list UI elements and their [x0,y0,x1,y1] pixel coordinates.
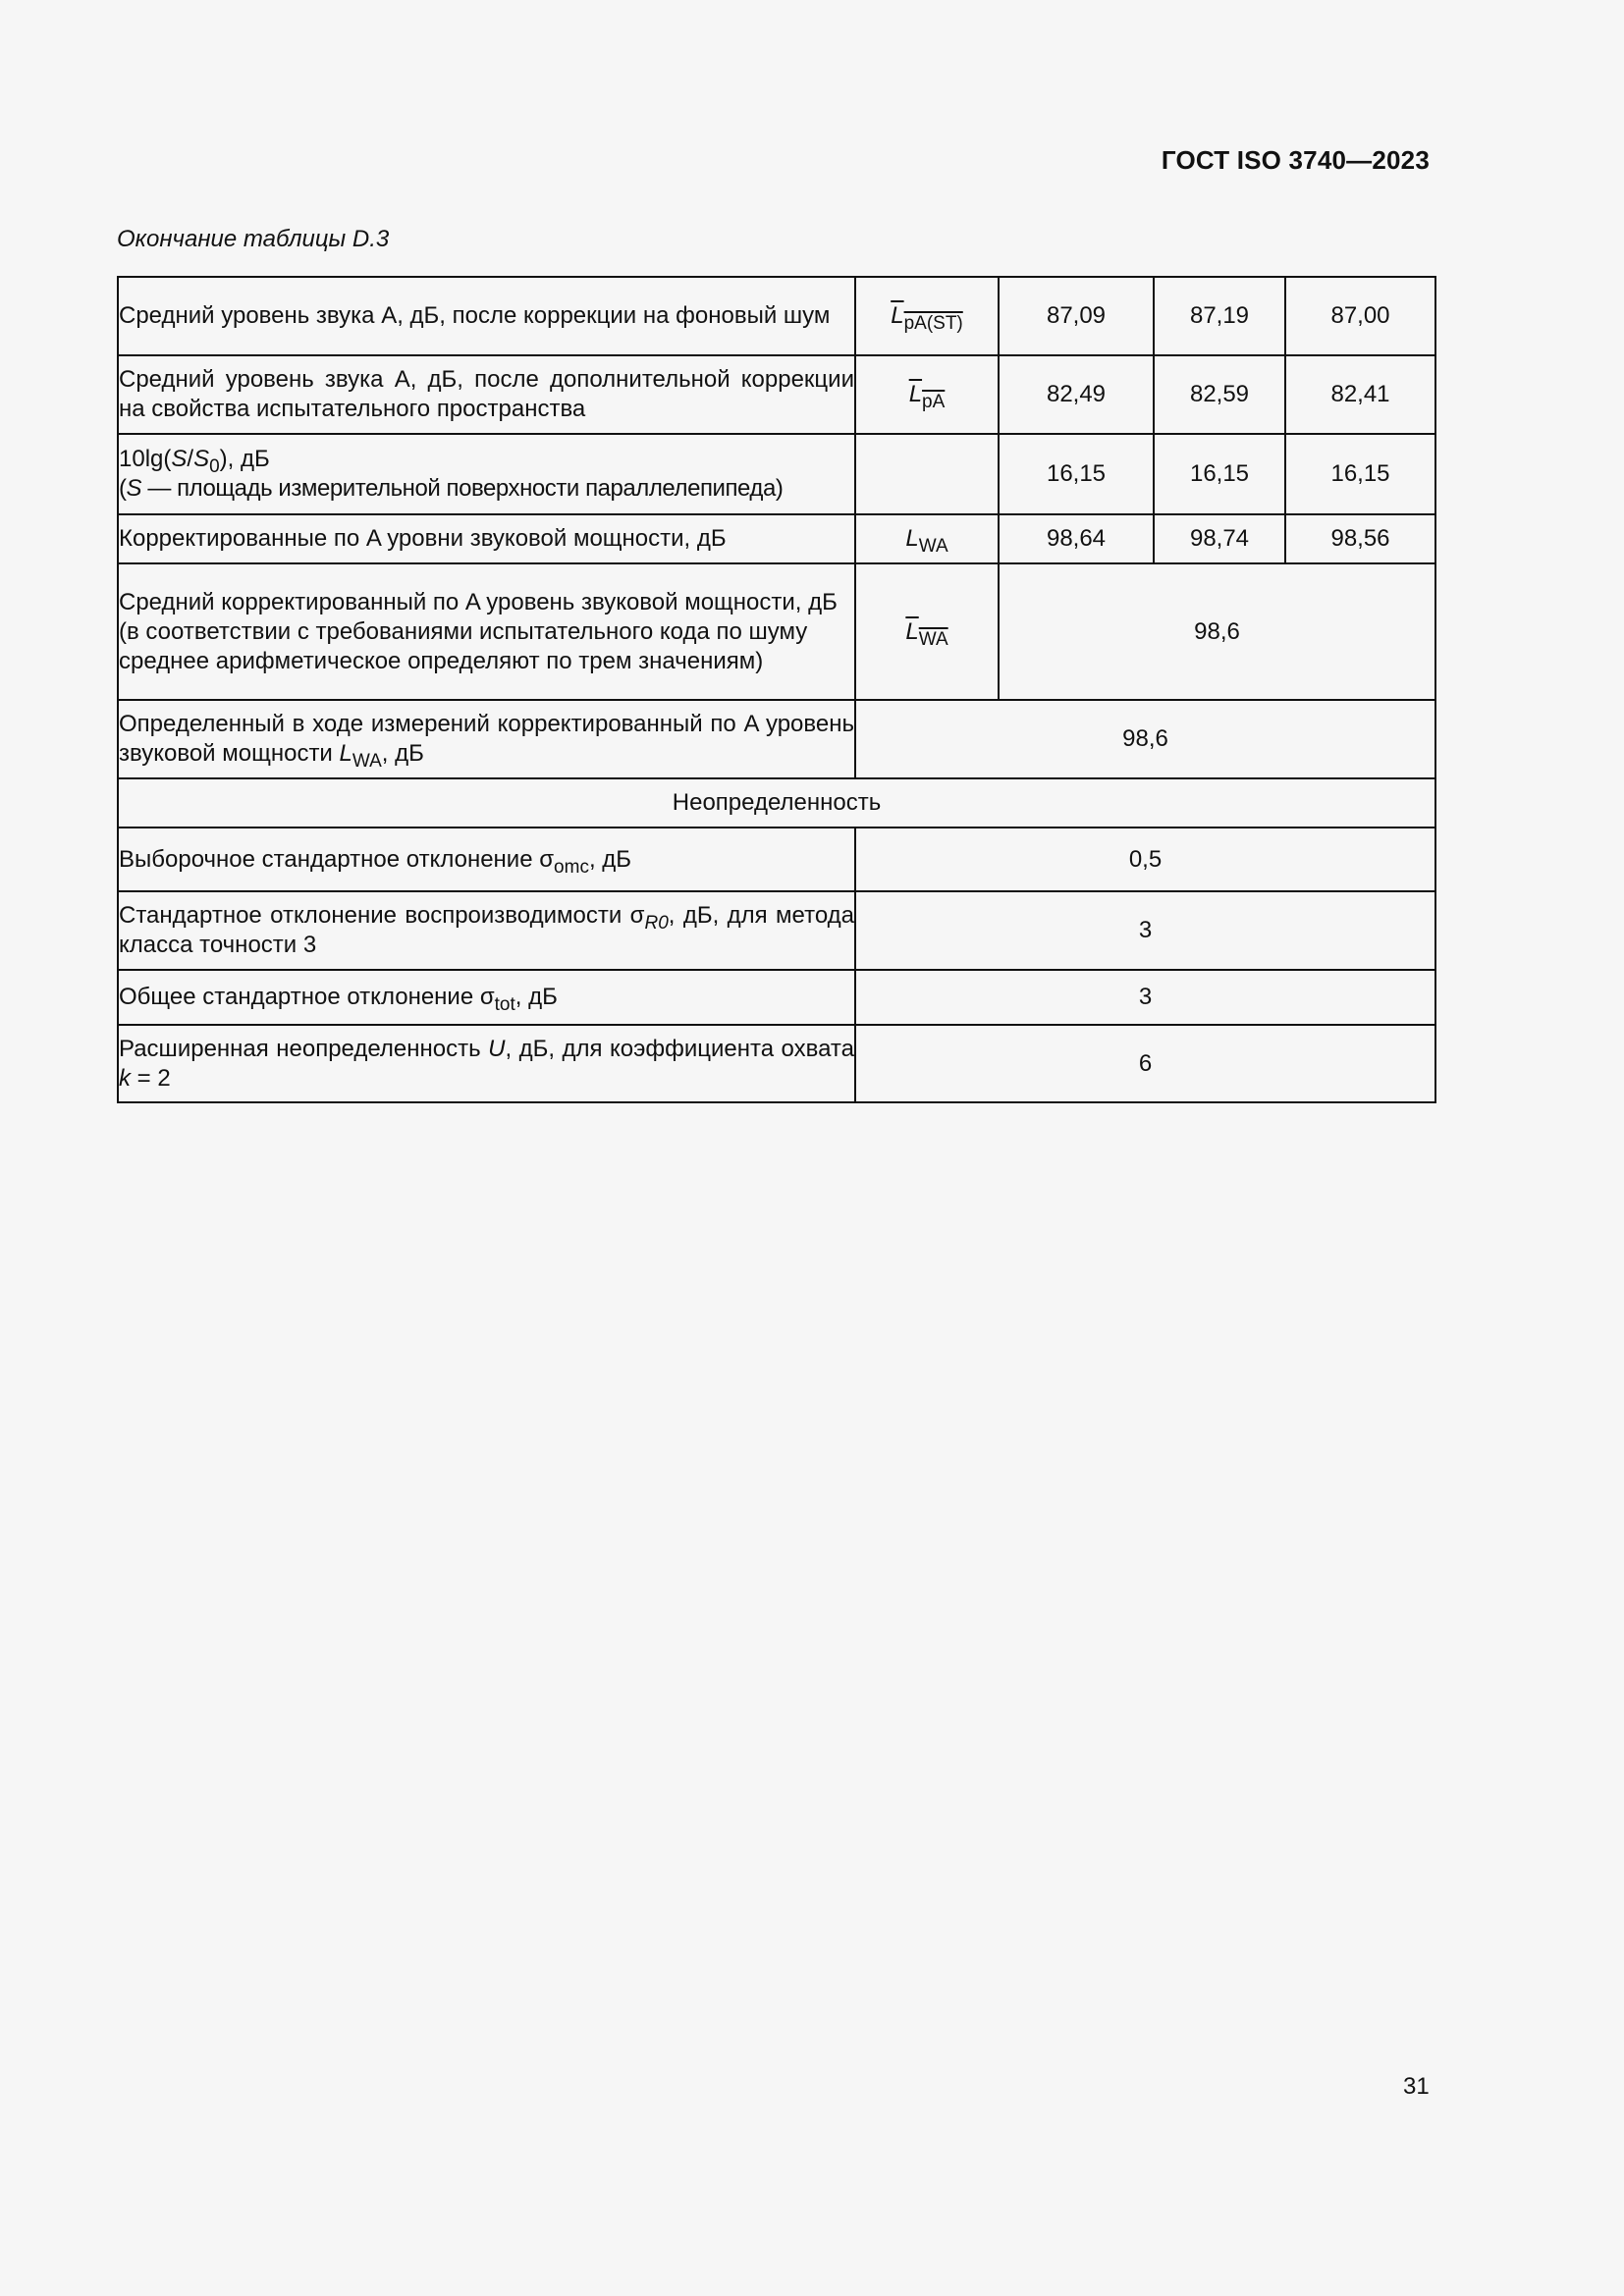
row-description [118,700,855,778]
description-text: Общее стандартное отклонение σ [119,984,495,1010]
description-note: (в соответствии с требованиями испытательного кода по шуму среднее арифметическое определяют по трем значениям) [119,617,808,674]
symbol-subscript: pA(ST) [903,313,963,334]
row-description: Средний уровень звука A, дБ, после коррекции на фоновый шум [118,277,855,355]
description-suffix: , дБ [588,845,632,873]
formula-suffix: ), дБ [219,446,270,472]
row-value-3: 87,00 [1285,277,1435,355]
table-caption: Окончание таблицы D.3 [117,226,390,252]
description-text: Стандартное отклонение воспроизводимости σ [119,902,645,929]
description-text: Расширенная неопределенность [119,1035,489,1062]
row-merged-value: 98,6 [855,700,1435,778]
note-text: — площадь измерительной поверхности параллелепипеда) [141,475,784,502]
symbol-letter: L [339,740,352,767]
section-title: Неопределенность [118,778,1435,828]
row-symbol [855,277,999,355]
formula-slash: / [187,446,194,472]
symbol-subscript: WA [918,536,948,557]
formula-subscript: 0 [209,456,220,477]
sigma-subscript: tot [494,994,515,1015]
row-description [118,434,855,514]
row-description [118,828,855,891]
table-row [118,970,1435,1025]
table-row [118,277,1435,355]
table-row [118,700,1435,778]
description-main: Средний корректированный по A уровень звуковой мощности, дБ [119,588,838,615]
symbol-u: U [488,1035,506,1062]
note-var: S [126,475,142,502]
section-row [118,778,1435,828]
symbol-letter: L [891,302,904,329]
formula-prefix: 10lg( [119,446,172,472]
row-value-3: 82,41 [1285,355,1435,434]
document-standard-header: ГОСТ ISO 3740—2023 [1161,145,1430,175]
row-merged-value: 3 [855,970,1435,1025]
table-row [118,891,1435,970]
symbol-letter: L [905,525,919,552]
symbol-subscript: WA [352,751,382,772]
row-description [118,970,855,1025]
row-value-1: 98,64 [999,514,1154,563]
description-suffix: , дБ [514,984,558,1010]
row-value-3: 16,15 [1285,434,1435,514]
data-table [117,276,1436,1103]
row-description [118,563,855,700]
symbol-letter: L [908,381,923,407]
row-merged-value: 6 [855,1025,1435,1102]
table-row [118,434,1435,514]
row-value-2: 87,19 [1154,277,1285,355]
note-open: ( [119,475,127,502]
formula-var: S [171,446,188,472]
row-merged-value: 98,6 [999,563,1435,700]
symbol-k: k [119,1064,131,1092]
row-value-1: 87,09 [999,277,1154,355]
row-symbol-empty [855,434,999,514]
row-symbol [855,355,999,434]
row-description: Средний уровень звука A, дБ, после дополнительной коррекции на свойства испытательного пространства [118,355,855,434]
sigma-subscript: omc [554,856,589,878]
page-number: 31 [1403,2073,1430,2100]
row-symbol [855,514,999,563]
row-description: Корректированные по A уровни звуковой мощности, дБ [118,514,855,563]
row-description [118,891,855,970]
row-symbol [855,563,999,700]
table-row [118,563,1435,700]
row-value-1: 82,49 [999,355,1154,434]
description-suffix: = 2 [131,1064,171,1092]
row-value-3: 98,56 [1285,514,1435,563]
symbol-subscript: WA [918,628,948,650]
description-suffix: , дБ, для метода класса точности 3 [119,902,854,958]
description-text: Определенный в ходе измерений корректированный по A уровень звуковой мощности [119,711,854,767]
symbol-subscript: pA [922,392,946,412]
description-suffix: , дБ [381,740,424,767]
row-merged-value: 3 [855,891,1435,970]
symbol-letter: L [905,617,919,645]
row-value-1: 16,15 [999,434,1154,514]
table-row [118,828,1435,891]
sigma-subscript: R0 [644,913,669,934]
row-merged-value: 0,5 [855,828,1435,891]
table-row [118,355,1435,434]
row-value-2: 16,15 [1154,434,1285,514]
formula-var: S [193,446,210,472]
description-text: , дБ, для коэффициента охвата [505,1035,854,1062]
row-description [118,1025,855,1102]
table-row [118,1025,1435,1102]
table-row [118,514,1435,563]
row-value-2: 98,74 [1154,514,1285,563]
row-value-2: 82,59 [1154,355,1285,434]
description-text: Выборочное стандартное отклонение σ [119,845,555,873]
